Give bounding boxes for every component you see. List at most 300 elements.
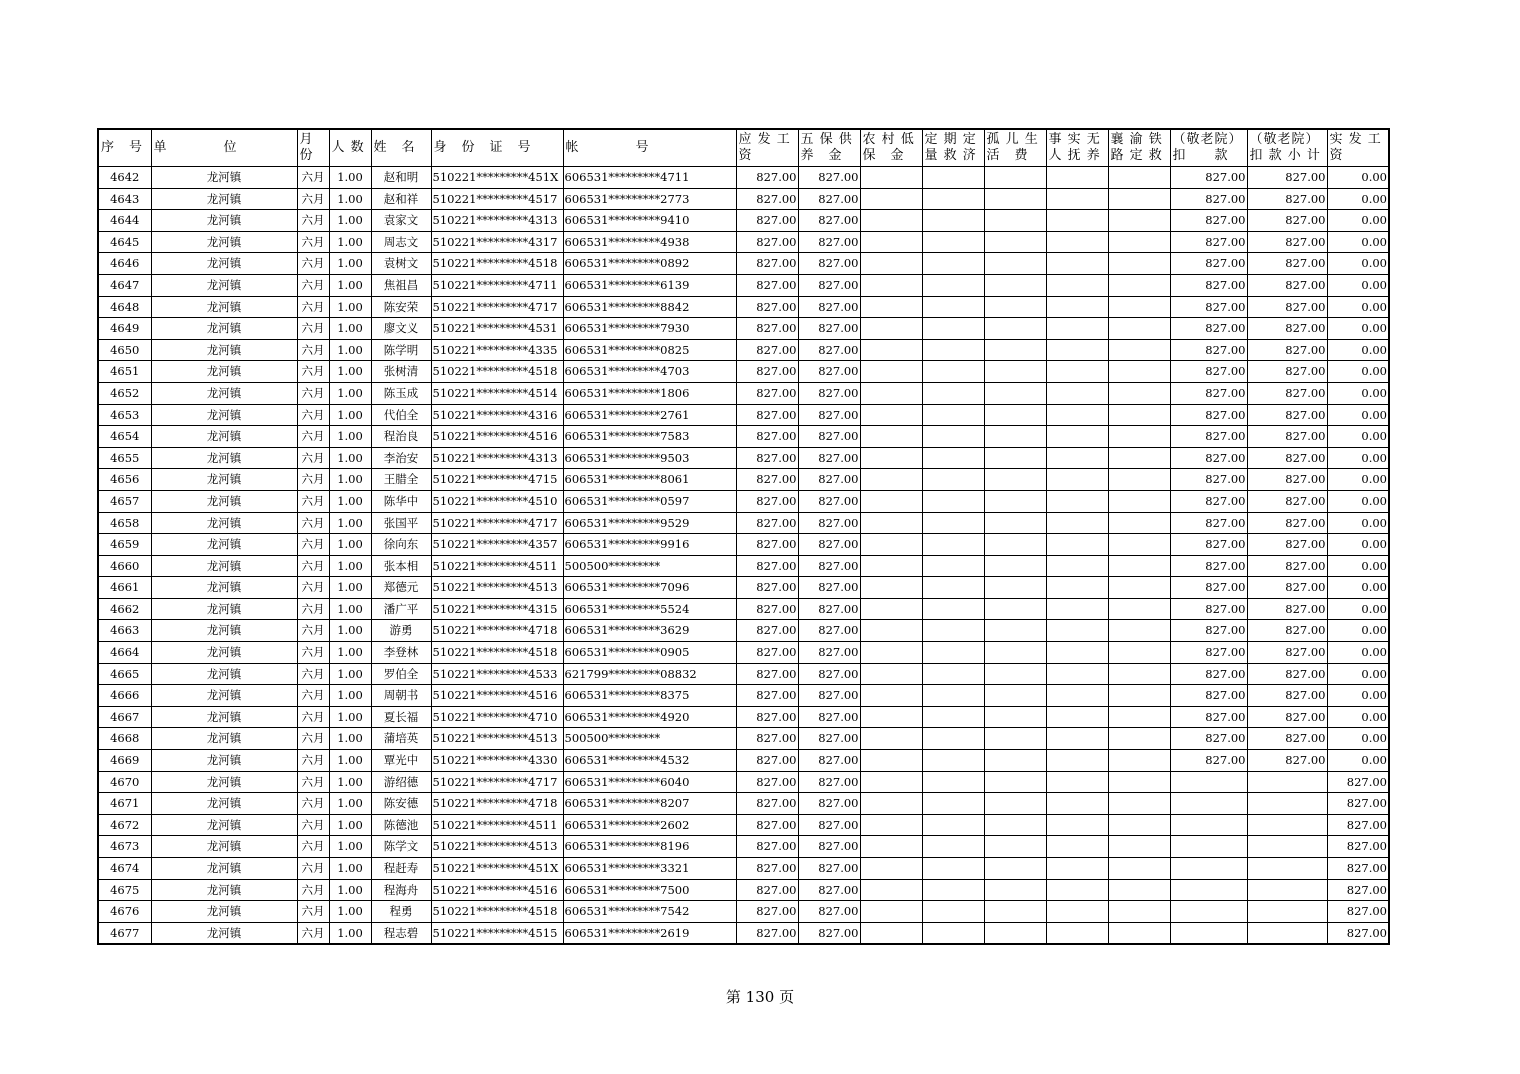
cell-xiangyu	[1108, 534, 1170, 556]
cell-jlyxj: 827.00	[1247, 318, 1327, 340]
cell-month: 六月	[297, 620, 329, 642]
cell-shishi	[1046, 922, 1108, 944]
cell-id: 510221*********4513	[431, 836, 563, 858]
cell-unit: 龙河镇	[151, 577, 297, 599]
cell-xiangyu	[1108, 167, 1170, 189]
cell-actual: 0.00	[1327, 642, 1389, 664]
cell-xiangyu	[1108, 318, 1170, 340]
cell-jlykou: 827.00	[1170, 253, 1247, 275]
cell-unit: 龙河镇	[151, 858, 297, 880]
cell-guer	[984, 188, 1046, 210]
cell-wubao: 827.00	[798, 858, 860, 880]
cell-dibao	[860, 296, 922, 318]
cell-guer	[984, 296, 1046, 318]
cell-account: 606531*********5524	[563, 598, 736, 620]
cell-wubao: 827.00	[798, 750, 860, 772]
cell-unit: 龙河镇	[151, 231, 297, 253]
cell-xiangyu	[1108, 642, 1170, 664]
cell-jlyxj: 827.00	[1247, 426, 1327, 448]
cell-month: 六月	[297, 253, 329, 275]
cell-shishi	[1046, 512, 1108, 534]
cell-xiangyu	[1108, 512, 1170, 534]
cell-due: 827.00	[736, 555, 798, 577]
cell-unit: 龙河镇	[151, 901, 297, 923]
cell-jlyxj: 827.00	[1247, 642, 1327, 664]
cell-xiangyu	[1108, 793, 1170, 815]
table-row	[98, 490, 1389, 512]
cell-jlyxj: 827.00	[1247, 663, 1327, 685]
cell-jlyxj: 827.00	[1247, 490, 1327, 512]
cell-jlykou: 827.00	[1170, 231, 1247, 253]
cell-jlyxj: 827.00	[1247, 339, 1327, 361]
cell-name: 袁家文	[371, 210, 431, 232]
cell-dibao	[860, 728, 922, 750]
table-row	[98, 750, 1389, 772]
cell-jlyxj: 827.00	[1247, 382, 1327, 404]
cell-name: 覃光中	[371, 750, 431, 772]
cell-name: 张本相	[371, 555, 431, 577]
cell-dingliang	[922, 814, 984, 836]
cell-guer	[984, 750, 1046, 772]
cell-shishi	[1046, 555, 1108, 577]
cell-dingliang	[922, 901, 984, 923]
cell-jlyxj	[1247, 879, 1327, 901]
cell-jlykou: 827.00	[1170, 210, 1247, 232]
cell-id: 510221*********4518	[431, 253, 563, 275]
cell-unit: 龙河镇	[151, 814, 297, 836]
cell-seq: 4657	[98, 490, 151, 512]
cell-id: 510221*********4357	[431, 534, 563, 556]
cell-jlyxj: 827.00	[1247, 555, 1327, 577]
cell-jlykou: 827.00	[1170, 728, 1247, 750]
cell-account: 606531*********0597	[563, 490, 736, 512]
cell-dingliang	[922, 188, 984, 210]
cell-xiangyu	[1108, 879, 1170, 901]
cell-dingliang	[922, 771, 984, 793]
cell-id: 510221*********4317	[431, 231, 563, 253]
cell-actual: 0.00	[1327, 598, 1389, 620]
cell-id: 510221*********4316	[431, 404, 563, 426]
cell-due: 827.00	[736, 750, 798, 772]
cell-xiangyu	[1108, 771, 1170, 793]
cell-dibao	[860, 642, 922, 664]
cell-name: 游勇	[371, 620, 431, 642]
cell-account: 606531*********2602	[563, 814, 736, 836]
cell-month: 六月	[297, 577, 329, 599]
cell-name: 廖文义	[371, 318, 431, 340]
cell-xiangyu	[1108, 382, 1170, 404]
cell-dibao	[860, 577, 922, 599]
table-row	[98, 534, 1389, 556]
cell-guer	[984, 901, 1046, 923]
cell-dibao	[860, 706, 922, 728]
cell-account: 606531*********8375	[563, 685, 736, 707]
cell-id: 510221*********4533	[431, 663, 563, 685]
cell-id: 510221*********4710	[431, 706, 563, 728]
cell-jlykou: 827.00	[1170, 555, 1247, 577]
table-row	[98, 706, 1389, 728]
cell-month: 六月	[297, 361, 329, 383]
cell-count: 1.00	[329, 922, 371, 944]
table-row	[98, 447, 1389, 469]
header-row	[98, 129, 1389, 167]
cell-unit: 龙河镇	[151, 620, 297, 642]
cell-seq: 4651	[98, 361, 151, 383]
cell-dingliang	[922, 577, 984, 599]
cell-count: 1.00	[329, 404, 371, 426]
cell-account: 606531*********2619	[563, 922, 736, 944]
cell-count: 1.00	[329, 490, 371, 512]
cell-dibao	[860, 685, 922, 707]
cell-xiangyu	[1108, 663, 1170, 685]
cell-dibao	[860, 663, 922, 685]
cell-seq: 4660	[98, 555, 151, 577]
cell-guer	[984, 836, 1046, 858]
cell-month: 六月	[297, 490, 329, 512]
cell-account: 606531*********7500	[563, 879, 736, 901]
cell-actual: 0.00	[1327, 512, 1389, 534]
cell-due: 827.00	[736, 879, 798, 901]
cell-shishi	[1046, 534, 1108, 556]
cell-month: 六月	[297, 598, 329, 620]
cell-jlykou: 827.00	[1170, 642, 1247, 664]
cell-count: 1.00	[329, 534, 371, 556]
cell-unit: 龙河镇	[151, 663, 297, 685]
cell-account: 606531*********4711	[563, 167, 736, 189]
cell-name: 潘广平	[371, 598, 431, 620]
cell-count: 1.00	[329, 296, 371, 318]
cell-dingliang	[922, 879, 984, 901]
cell-id: 510221*********4517	[431, 188, 563, 210]
cell-jlykou	[1170, 836, 1247, 858]
cell-month: 六月	[297, 447, 329, 469]
cell-seq: 4642	[98, 167, 151, 189]
cell-xiangyu	[1108, 922, 1170, 944]
cell-xiangyu	[1108, 706, 1170, 728]
cell-actual: 827.00	[1327, 858, 1389, 880]
cell-guer	[984, 879, 1046, 901]
cell-id: 510221*********4516	[431, 685, 563, 707]
cell-month: 六月	[297, 404, 329, 426]
cell-wubao: 827.00	[798, 318, 860, 340]
cell-dingliang	[922, 318, 984, 340]
table-row	[98, 901, 1389, 923]
cell-name: 游绍德	[371, 771, 431, 793]
cell-account: 606531*********8061	[563, 469, 736, 491]
cell-shishi	[1046, 490, 1108, 512]
cell-count: 1.00	[329, 598, 371, 620]
cell-count: 1.00	[329, 879, 371, 901]
table-row	[98, 426, 1389, 448]
cell-id: 510221*********4516	[431, 879, 563, 901]
table-row	[98, 879, 1389, 901]
table-row	[98, 512, 1389, 534]
cell-dibao	[860, 469, 922, 491]
table-body	[98, 167, 1389, 945]
cell-id: 510221*********4717	[431, 296, 563, 318]
cell-id: 510221*********451X	[431, 167, 563, 189]
cell-guer	[984, 555, 1046, 577]
cell-count: 1.00	[329, 901, 371, 923]
cell-due: 827.00	[736, 706, 798, 728]
cell-name: 张国平	[371, 512, 431, 534]
cell-count: 1.00	[329, 447, 371, 469]
cell-guer	[984, 814, 1046, 836]
cell-wubao: 827.00	[798, 555, 860, 577]
table-row	[98, 922, 1389, 944]
cell-jlyxj	[1247, 836, 1327, 858]
cell-wubao: 827.00	[798, 901, 860, 923]
cell-id: 510221*********4718	[431, 793, 563, 815]
cell-wubao: 827.00	[798, 404, 860, 426]
cell-wubao: 827.00	[798, 167, 860, 189]
table-row	[98, 836, 1389, 858]
cell-due: 827.00	[736, 490, 798, 512]
cell-jlyxj	[1247, 858, 1327, 880]
cell-month: 六月	[297, 750, 329, 772]
cell-dibao	[860, 534, 922, 556]
cell-count: 1.00	[329, 253, 371, 275]
cell-name: 李登林	[371, 642, 431, 664]
cell-jlyxj: 827.00	[1247, 188, 1327, 210]
header-name: 姓 名	[371, 129, 431, 167]
cell-due: 827.00	[736, 728, 798, 750]
cell-shishi	[1046, 188, 1108, 210]
cell-unit: 龙河镇	[151, 555, 297, 577]
cell-jlykou: 827.00	[1170, 512, 1247, 534]
cell-jlykou: 827.00	[1170, 534, 1247, 556]
cell-dingliang	[922, 750, 984, 772]
header-xiangyu: 襄 渝 铁 路 定 救	[1108, 129, 1170, 167]
header-guer: 孤 儿 生 活 费	[984, 129, 1046, 167]
cell-name: 代伯全	[371, 404, 431, 426]
cell-guer	[984, 620, 1046, 642]
table-row	[98, 296, 1389, 318]
cell-count: 1.00	[329, 231, 371, 253]
cell-count: 1.00	[329, 836, 371, 858]
cell-seq: 4644	[98, 210, 151, 232]
cell-id: 510221*********4516	[431, 426, 563, 448]
cell-actual: 0.00	[1327, 447, 1389, 469]
cell-actual: 0.00	[1327, 339, 1389, 361]
cell-due: 827.00	[736, 901, 798, 923]
cell-name: 陈安德	[371, 793, 431, 815]
cell-unit: 龙河镇	[151, 771, 297, 793]
cell-guer	[984, 253, 1046, 275]
table-row	[98, 210, 1389, 232]
cell-due: 827.00	[736, 512, 798, 534]
cell-name: 郑德元	[371, 577, 431, 599]
cell-name: 徐向东	[371, 534, 431, 556]
cell-name: 陈玉成	[371, 382, 431, 404]
cell-id: 510221*********4718	[431, 620, 563, 642]
cell-count: 1.00	[329, 512, 371, 534]
cell-month: 六月	[297, 167, 329, 189]
cell-name: 陈安荣	[371, 296, 431, 318]
cell-dingliang	[922, 598, 984, 620]
cell-seq: 4667	[98, 706, 151, 728]
cell-count: 1.00	[329, 426, 371, 448]
cell-name: 陈学文	[371, 836, 431, 858]
cell-shishi	[1046, 836, 1108, 858]
cell-month: 六月	[297, 231, 329, 253]
cell-account: 606531*********9916	[563, 534, 736, 556]
cell-account: 606531*********7542	[563, 901, 736, 923]
cell-count: 1.00	[329, 361, 371, 383]
cell-jlyxj: 827.00	[1247, 210, 1327, 232]
cell-dibao	[860, 793, 922, 815]
header-shishi: 事 实 无 人 抚 养	[1046, 129, 1108, 167]
table-row	[98, 361, 1389, 383]
cell-actual: 0.00	[1327, 534, 1389, 556]
cell-count: 1.00	[329, 706, 371, 728]
cell-unit: 龙河镇	[151, 512, 297, 534]
cell-wubao: 827.00	[798, 274, 860, 296]
cell-seq: 4643	[98, 188, 151, 210]
cell-actual: 0.00	[1327, 620, 1389, 642]
cell-guer	[984, 728, 1046, 750]
cell-name: 周志文	[371, 231, 431, 253]
cell-count: 1.00	[329, 642, 371, 664]
cell-shishi	[1046, 858, 1108, 880]
cell-jlykou: 827.00	[1170, 318, 1247, 340]
cell-actual: 0.00	[1327, 231, 1389, 253]
cell-wubao: 827.00	[798, 706, 860, 728]
cell-jlykou: 827.00	[1170, 339, 1247, 361]
cell-jlyxj: 827.00	[1247, 404, 1327, 426]
cell-count: 1.00	[329, 188, 371, 210]
cell-due: 827.00	[736, 577, 798, 599]
cell-dibao	[860, 512, 922, 534]
cell-dibao	[860, 210, 922, 232]
cell-unit: 龙河镇	[151, 490, 297, 512]
cell-account: 606531*********3629	[563, 620, 736, 642]
cell-jlyxj: 827.00	[1247, 685, 1327, 707]
cell-actual: 0.00	[1327, 318, 1389, 340]
cell-seq: 4656	[98, 469, 151, 491]
cell-month: 六月	[297, 728, 329, 750]
cell-due: 827.00	[736, 836, 798, 858]
cell-jlyxj: 827.00	[1247, 598, 1327, 620]
cell-dibao	[860, 318, 922, 340]
cell-due: 827.00	[736, 210, 798, 232]
cell-jlyxj: 827.00	[1247, 728, 1327, 750]
cell-id: 510221*********4335	[431, 339, 563, 361]
cell-jlyxj: 827.00	[1247, 534, 1327, 556]
cell-due: 827.00	[736, 685, 798, 707]
cell-dingliang	[922, 469, 984, 491]
cell-guer	[984, 339, 1046, 361]
cell-account: 606531*********7930	[563, 318, 736, 340]
cell-jlyxj	[1247, 814, 1327, 836]
cell-jlykou: 827.00	[1170, 296, 1247, 318]
table-row	[98, 577, 1389, 599]
cell-xiangyu	[1108, 858, 1170, 880]
cell-account: 606531*********9529	[563, 512, 736, 534]
cell-unit: 龙河镇	[151, 361, 297, 383]
cell-shishi	[1046, 750, 1108, 772]
cell-actual: 0.00	[1327, 663, 1389, 685]
cell-xiangyu	[1108, 274, 1170, 296]
cell-xiangyu	[1108, 814, 1170, 836]
cell-name: 王腊全	[371, 469, 431, 491]
cell-due: 827.00	[736, 404, 798, 426]
cell-jlykou: 827.00	[1170, 361, 1247, 383]
cell-guer	[984, 512, 1046, 534]
cell-shishi	[1046, 339, 1108, 361]
cell-guer	[984, 642, 1046, 664]
cell-guer	[984, 210, 1046, 232]
cell-count: 1.00	[329, 728, 371, 750]
cell-dibao	[860, 426, 922, 448]
cell-wubao: 827.00	[798, 879, 860, 901]
cell-due: 827.00	[736, 188, 798, 210]
cell-dibao	[860, 274, 922, 296]
cell-unit: 龙河镇	[151, 750, 297, 772]
cell-dibao	[860, 339, 922, 361]
cell-actual: 827.00	[1327, 771, 1389, 793]
cell-dibao	[860, 361, 922, 383]
cell-dibao	[860, 447, 922, 469]
cell-id: 510221*********4510	[431, 490, 563, 512]
cell-actual: 0.00	[1327, 210, 1389, 232]
cell-id: 510221*********4315	[431, 598, 563, 620]
cell-xiangyu	[1108, 404, 1170, 426]
cell-seq: 4666	[98, 685, 151, 707]
cell-actual: 0.00	[1327, 426, 1389, 448]
cell-seq: 4669	[98, 750, 151, 772]
cell-dibao	[860, 253, 922, 275]
cell-guer	[984, 771, 1046, 793]
cell-account: 606531*********0825	[563, 339, 736, 361]
cell-month: 六月	[297, 426, 329, 448]
cell-guer	[984, 382, 1046, 404]
cell-unit: 龙河镇	[151, 210, 297, 232]
cell-wubao: 827.00	[798, 685, 860, 707]
cell-seq: 4673	[98, 836, 151, 858]
table-row	[98, 685, 1389, 707]
cell-month: 六月	[297, 318, 329, 340]
cell-guer	[984, 706, 1046, 728]
cell-seq: 4649	[98, 318, 151, 340]
cell-actual: 0.00	[1327, 577, 1389, 599]
cell-actual: 827.00	[1327, 922, 1389, 944]
cell-xiangyu	[1108, 253, 1170, 275]
cell-id: 510221*********4518	[431, 361, 563, 383]
cell-id: 510221*********4313	[431, 210, 563, 232]
cell-month: 六月	[297, 339, 329, 361]
cell-dingliang	[922, 447, 984, 469]
cell-shishi	[1046, 469, 1108, 491]
cell-xiangyu	[1108, 296, 1170, 318]
cell-xiangyu	[1108, 750, 1170, 772]
payroll-table	[97, 128, 1390, 945]
cell-shishi	[1046, 771, 1108, 793]
cell-wubao: 827.00	[798, 231, 860, 253]
cell-unit: 龙河镇	[151, 274, 297, 296]
cell-wubao: 827.00	[798, 642, 860, 664]
cell-seq: 4665	[98, 663, 151, 685]
cell-dibao	[860, 382, 922, 404]
cell-due: 827.00	[736, 339, 798, 361]
table-row	[98, 793, 1389, 815]
table-row	[98, 814, 1389, 836]
cell-id: 510221*********4313	[431, 447, 563, 469]
cell-seq: 4646	[98, 253, 151, 275]
cell-jlykou: 827.00	[1170, 490, 1247, 512]
cell-name: 罗伯全	[371, 663, 431, 685]
cell-seq: 4674	[98, 858, 151, 880]
